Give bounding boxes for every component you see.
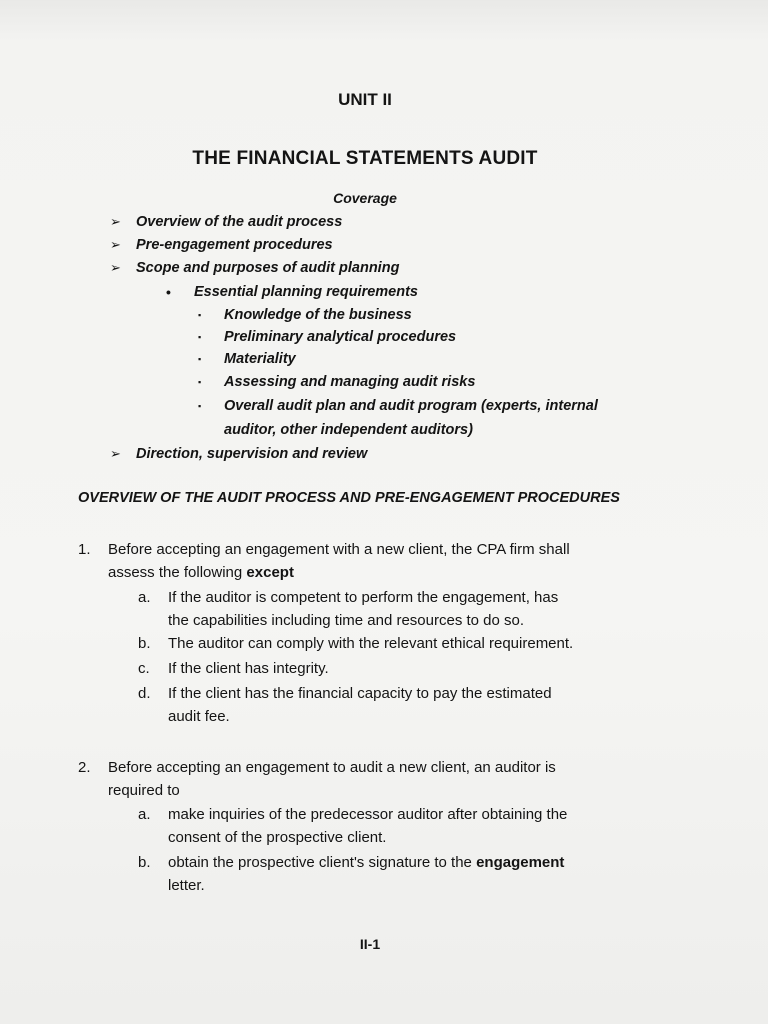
unit-heading: UNIT II — [338, 90, 392, 109]
square-bullet-icon: ▪ — [198, 332, 202, 342]
section-heading: OVERVIEW OF THE AUDIT PROCESS AND PRE-ENGAGEMENT PROCEDURES — [78, 490, 620, 506]
round-bullet-icon: • — [166, 284, 171, 300]
option-b: b. obtain the prospective client's signature to the engagement letter. — [138, 854, 565, 894]
square-bullet-icon: ▪ — [198, 377, 202, 387]
option-a: a. If the auditor is competent to perform the engagement, has the capabilities including time and resources to do so. — [138, 589, 559, 629]
square-bullet-icon: ▪ — [198, 310, 202, 320]
coverage-continuation: auditor, other independent auditors) — [224, 422, 473, 438]
question-number: 1. — [78, 541, 91, 558]
question-1 — [78, 538, 678, 588]
question-text: Before accepting an engagement to audit a new client, an auditor is required to — [108, 759, 556, 799]
question-2 — [78, 756, 678, 806]
option-c: c. If the client has integrity. — [138, 660, 329, 677]
option-a: a. make inquiries of the predecessor auditor after obtaining the consent of the prospective client. — [138, 806, 568, 846]
emphasis-text: except — [246, 564, 294, 581]
option-b: b. The auditor can comply with the relevant ethical requirement. — [138, 635, 574, 652]
page-number: II-1 — [359, 936, 381, 952]
emphasis-text: engagement — [476, 854, 565, 871]
arrow-bullet-icon: ➢ — [110, 446, 121, 461]
square-bullet-icon: ▪ — [198, 401, 202, 411]
question-text: Before accepting an engagement with a new client, the CPA firm shall assess the following except — [108, 541, 570, 581]
arrow-bullet-icon: ➢ — [110, 260, 121, 275]
square-bullet-icon: ▪ — [198, 354, 202, 364]
document-page: UNIT II THE FINANCIAL STATEMENTS AUDIT Coverage ➢ Overview of the audit process ➢ Pre-engagement procedures ➢ Scope and purposes of audit planning • Essential planning requirements ▪ Knowledge of the business ▪ Preliminary analytical procedures ▪ Materiality ▪ Assessing and managing audit risks ▪ Overall audit plan and audit program (experts, internal auditor, other independent auditors) ➢ Direction, supervision and review OVERVIEW OF THE AUDIT PROCESS AND PRE-ENGAGEMENT PROCEDURES 1. Before accepting an engagement with a new client, the CPA firm shall assess the following except a. If the auditor is competent to perform the engagement, has the capabilities including time and resources to do so. b. The auditor can comply with the relevant ethical requirement. c. If the client has integrity. d. If the client has the financial capacity to pay the estimated audit fee. 2. Before accepting an engagement to audit a new client, an auditor is required to a. make inquiries of the predecessor auditor after obtaining the consent of the prospective client. b. obtain the prospective client's signature to the engagement letter. II-1 — [0, 0, 768, 1024]
option-d: d. If the client has the financial capacity to pay the estimated audit fee. — [138, 685, 552, 725]
arrow-bullet-icon: ➢ — [110, 214, 121, 229]
coverage-label: Coverage — [333, 190, 397, 206]
document-title: THE FINANCIAL STATEMENTS AUDIT — [192, 148, 538, 169]
arrow-bullet-icon: ➢ — [110, 237, 121, 252]
question-number: 2. — [78, 759, 91, 776]
